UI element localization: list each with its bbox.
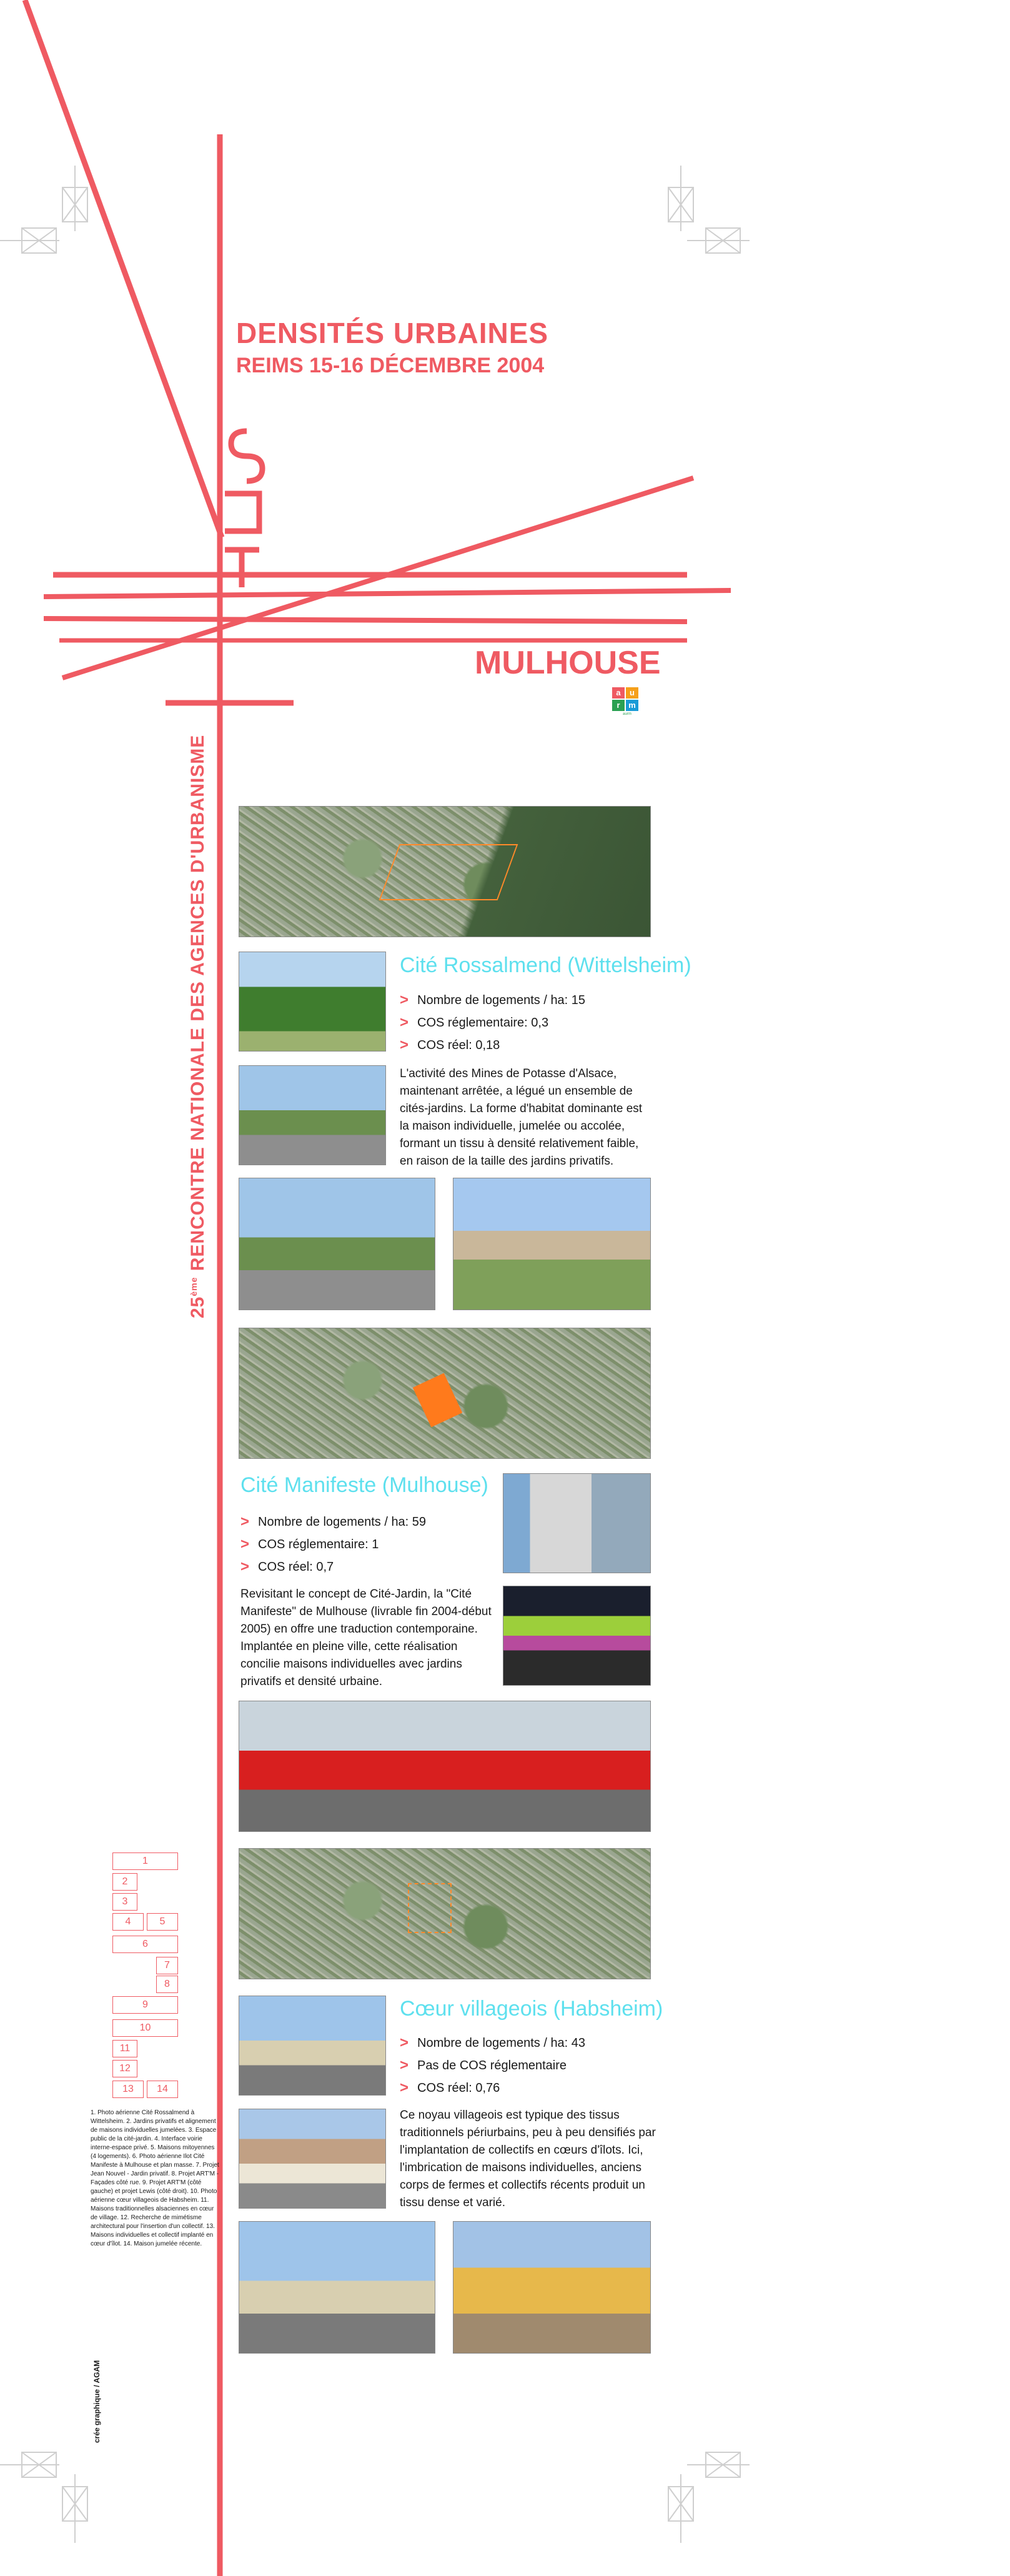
legend-box-11: 11: [112, 2040, 137, 2057]
logo-letter: m: [626, 700, 638, 711]
legend-box-4: 4: [112, 1913, 144, 1931]
legend-box-12: 12: [112, 2060, 137, 2077]
photo-captions: 1. Photo aérienne Cité Rossalmend à Wittelsheim. 2. Jardins privatifs et alignement de maisons individuelles jumelées. 3. Espace public de la cité-jardin. 4. Interface voirie interne-espace privé. 5. Maisons mitoyennes (4 logements). 6. Photo aérienne Ilot Cité Manifeste à Mulhouse et plan masse. 7. Projet Jean Nouvel - Jardin privatif. 8. Projet ART'M - Façades côté rue. 9. Projet ART'M (côté gauche) et projet Lewis (côté droit). 10. Photo aérienne cœur villageois de Habsheim. 11. Maisons traditionnelles alsaciennes en cœur de village. 12. Recherche de mimétisme architectural pour l'insertion d'un collectif. 13. Maisons individuelles et collectif implanté en cœur d'îlot. 14. Maison jumelée récente.: [91, 2109, 219, 2247]
paragraph-manifeste: Revisitant le concept de Cité-Jardin, la "Cité Manifeste" de Mulhouse (livrable fin 2004-début 2005) en offre une traduction contemporaine. Implantée en pleine ville, cette réalisation concilie maisons individuelles avec jardins privatifs et densité urbaine.: [240, 1588, 492, 1688]
vertical-text: RENCONTRE NATIONALE DES AGENCES D'URBANISME: [187, 734, 208, 1271]
list-item: > Nombre de logements / ha: 59: [240, 1513, 427, 1530]
photo-village-houses: [239, 1996, 386, 2096]
list-item: > Nombre de logements / ha: 43: [400, 2034, 586, 2051]
photo-gardens: [239, 952, 386, 1052]
list-item: > COS réglementaire: 1: [240, 1536, 379, 1553]
legend-box-1: 1: [112, 1852, 178, 1870]
stats-list-manifeste: [240, 1511, 426, 1578]
page-title: DENSITÉS URBAINES: [236, 317, 549, 349]
densites-letters: [225, 431, 262, 587]
list-item: > COS réglementaire: 0,3: [400, 1014, 549, 1031]
legend-box-9: 9: [112, 1996, 178, 2014]
legend-box-5: 5: [147, 1913, 178, 1931]
city-name: MULHOUSE: [475, 645, 661, 681]
list-item: > Nombre de logements / ha: 15: [400, 992, 586, 1008]
legend-box-2: 2: [112, 1873, 137, 1891]
legend-box-8: 8: [156, 1976, 178, 1993]
stats-list-rossalmend: [400, 989, 585, 1057]
photo-artm-lewis: [239, 1701, 651, 1832]
logo-letter: r: [612, 700, 625, 711]
section-title-habsheim: Cœur villageois (Habsheim): [400, 1997, 663, 2021]
logo-letter: a: [612, 687, 625, 699]
logo-letter: u: [626, 687, 638, 699]
list-item: > COS réel: 0,76: [400, 2079, 500, 2096]
vertical-title: [187, 735, 209, 1318]
legend-box-14: 14: [147, 2081, 178, 2098]
list-item: > COS réel: 0,18: [400, 1037, 500, 1053]
photo-public-space: [239, 1065, 386, 1165]
legend-box-13: 13: [112, 2081, 144, 2098]
list-item: > COS réel: 0,7: [240, 1558, 334, 1575]
legend-box-6: 6: [112, 1936, 178, 1953]
vertical-sup: ème: [189, 1276, 199, 1296]
aerial-photo-rossalmend: [239, 806, 651, 937]
graphic-credit: crée graphique / AGAM: [92, 2360, 101, 2443]
aurm-logo: [612, 687, 642, 716]
legend-box-10: 10: [112, 2019, 178, 2037]
vertical-prefix: 25: [187, 1296, 208, 1318]
paragraph-rossalmend: L'activité des Mines de Potasse d'Alsace, maintenant arrêtée, a légué un ensemble de cités-jardins. La forme d'habitat dominante est la maison individuelle, jumelée ou accolée, formant un tissu à densité relativement faible, en raison de la taille des jardins privatifs.: [400, 1067, 643, 1168]
photo-jean-nouvel-garden: [503, 1473, 651, 1573]
section-title-manifeste: Cité Manifeste (Mulhouse): [240, 1473, 488, 1497]
aerial-photo-habsheim: [239, 1848, 651, 1979]
section-title-rossalmend: Cité Rossalmend (Wittelsheim): [400, 953, 691, 977]
photo-artm-facades: [503, 1586, 651, 1686]
photo-mimetic-collective: [239, 2109, 386, 2209]
aerial-photo-manifeste: [239, 1328, 651, 1459]
photo-collective-core: [239, 2221, 435, 2354]
stats-list-habsheim: [400, 2032, 585, 2099]
event-subtitle: REIMS 15-16 DÉCEMBRE 2004: [236, 354, 545, 377]
legend-box-3: 3: [112, 1893, 137, 1911]
photo-semi-detached: [453, 1178, 651, 1310]
logo-caption: aurm: [623, 712, 631, 716]
list-item: > Pas de COS réglementaire: [400, 2057, 567, 2074]
paragraph-habsheim: Ce noyau villageois est typique des tissus traditionnels périurbains, peu à peu densifiés par l'implantation de collectifs en cœurs d'îlots. Ici, l'imbrication de maisons individuelles, anciens corps de fermes et collectifs récents produit un tissu dense et varié.: [400, 2109, 656, 2209]
photo-street-interface: [239, 1178, 435, 1310]
photo-recent-semi-detached: [453, 2221, 651, 2354]
legend-box-7: 7: [156, 1957, 178, 1974]
